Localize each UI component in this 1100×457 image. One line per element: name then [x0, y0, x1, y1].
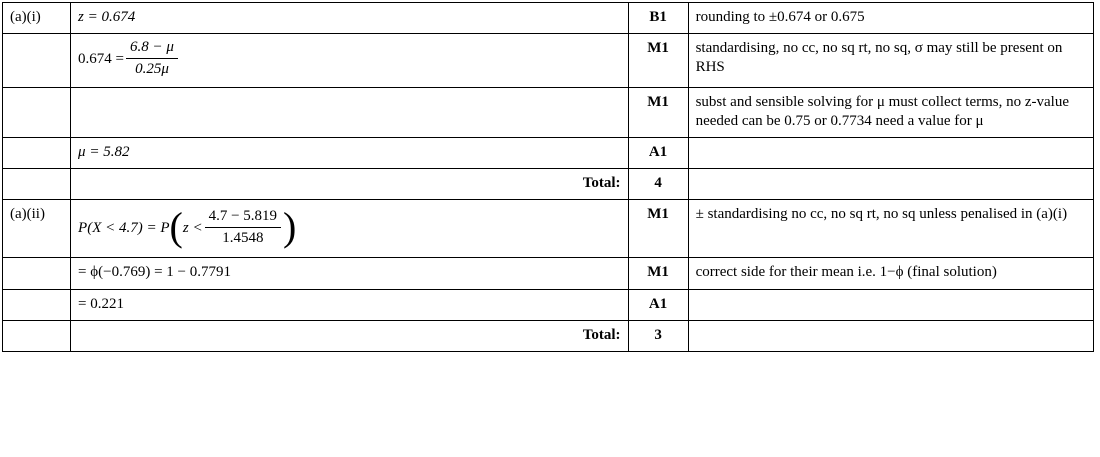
note-text [688, 169, 1093, 200]
fraction-denominator: 0.25μ [135, 61, 169, 78]
part-label [3, 258, 71, 289]
markscheme-table [2, 2, 1094, 352]
mark-code: M1 [628, 258, 688, 289]
markscheme-sheet [0, 2, 1100, 457]
mark-code: A1 [628, 137, 688, 168]
fraction [205, 207, 281, 248]
table-row [3, 87, 1094, 137]
working-cell [71, 137, 629, 168]
mark-code: B1 [628, 3, 688, 34]
fraction [126, 38, 178, 79]
total-label: Total: [71, 169, 629, 200]
working-text: μ = 5.82 [78, 143, 130, 160]
equation-lhs: 0.674 = [78, 51, 125, 68]
mark-code: M1 [628, 34, 688, 87]
part-label: (a)(i) [3, 3, 71, 34]
working-cell [71, 200, 629, 258]
mark-code: A1 [628, 289, 688, 320]
note-text [688, 320, 1093, 351]
fraction-numerator: 6.8 − μ [126, 38, 178, 59]
working-cell [71, 258, 629, 289]
table-row [3, 200, 1094, 258]
probability-inner-lhs: z < [182, 219, 203, 236]
fraction-numerator: 4.7 − 5.819 [205, 207, 281, 228]
table-row [3, 258, 1094, 289]
left-paren: ( [169, 203, 183, 249]
table-row [3, 137, 1094, 168]
part-label [3, 289, 71, 320]
mark-code: M1 [628, 200, 688, 258]
part-label [3, 169, 71, 200]
note-text: rounding to ±0.674 or 0.675 [688, 3, 1093, 34]
table-row [3, 289, 1094, 320]
working-cell [71, 3, 629, 34]
note-text: ± standardising no cc, no sq rt, no sq unless penalised in (a)(i) [688, 200, 1093, 258]
working-cell [71, 34, 629, 87]
part-label: (a)(ii) [3, 200, 71, 258]
working-text: = ϕ(−0.769) = 1 − 0.7791 [78, 264, 232, 281]
mark-code: M1 [628, 87, 688, 137]
total-value: 3 [628, 320, 688, 351]
note-text: standardising, no cc, no sq rt, no sq, σ may still be present on RHS [688, 34, 1093, 87]
fraction-equation [78, 39, 621, 80]
part-label [3, 34, 71, 87]
note-text [688, 289, 1093, 320]
part-label [3, 87, 71, 137]
note-text: subst and sensible solving for μ must collect terms, no z-value needed can be 0.75 or 0.7734 need a value for μ [688, 87, 1093, 137]
working-cell [71, 289, 629, 320]
note-text [688, 137, 1093, 168]
note-text: correct side for their mean i.e. 1−ϕ (final solution) [688, 258, 1093, 289]
total-value: 4 [628, 169, 688, 200]
total-label: Total: [71, 320, 629, 351]
part-label [3, 137, 71, 168]
table-row [3, 3, 1094, 34]
table-row-total [3, 320, 1094, 351]
fraction-denominator: 1.4548 [222, 229, 264, 246]
working-text: z = 0.674 [78, 9, 136, 25]
part-label [3, 320, 71, 351]
table-row [3, 34, 1094, 87]
table-row-total [3, 169, 1094, 200]
probability-lhs: P(X < 4.7) = P [78, 219, 170, 236]
right-paren: ) [283, 203, 297, 249]
probability-equation [78, 205, 621, 251]
working-cell-empty [71, 87, 629, 137]
working-text: = 0.221 [78, 295, 125, 312]
